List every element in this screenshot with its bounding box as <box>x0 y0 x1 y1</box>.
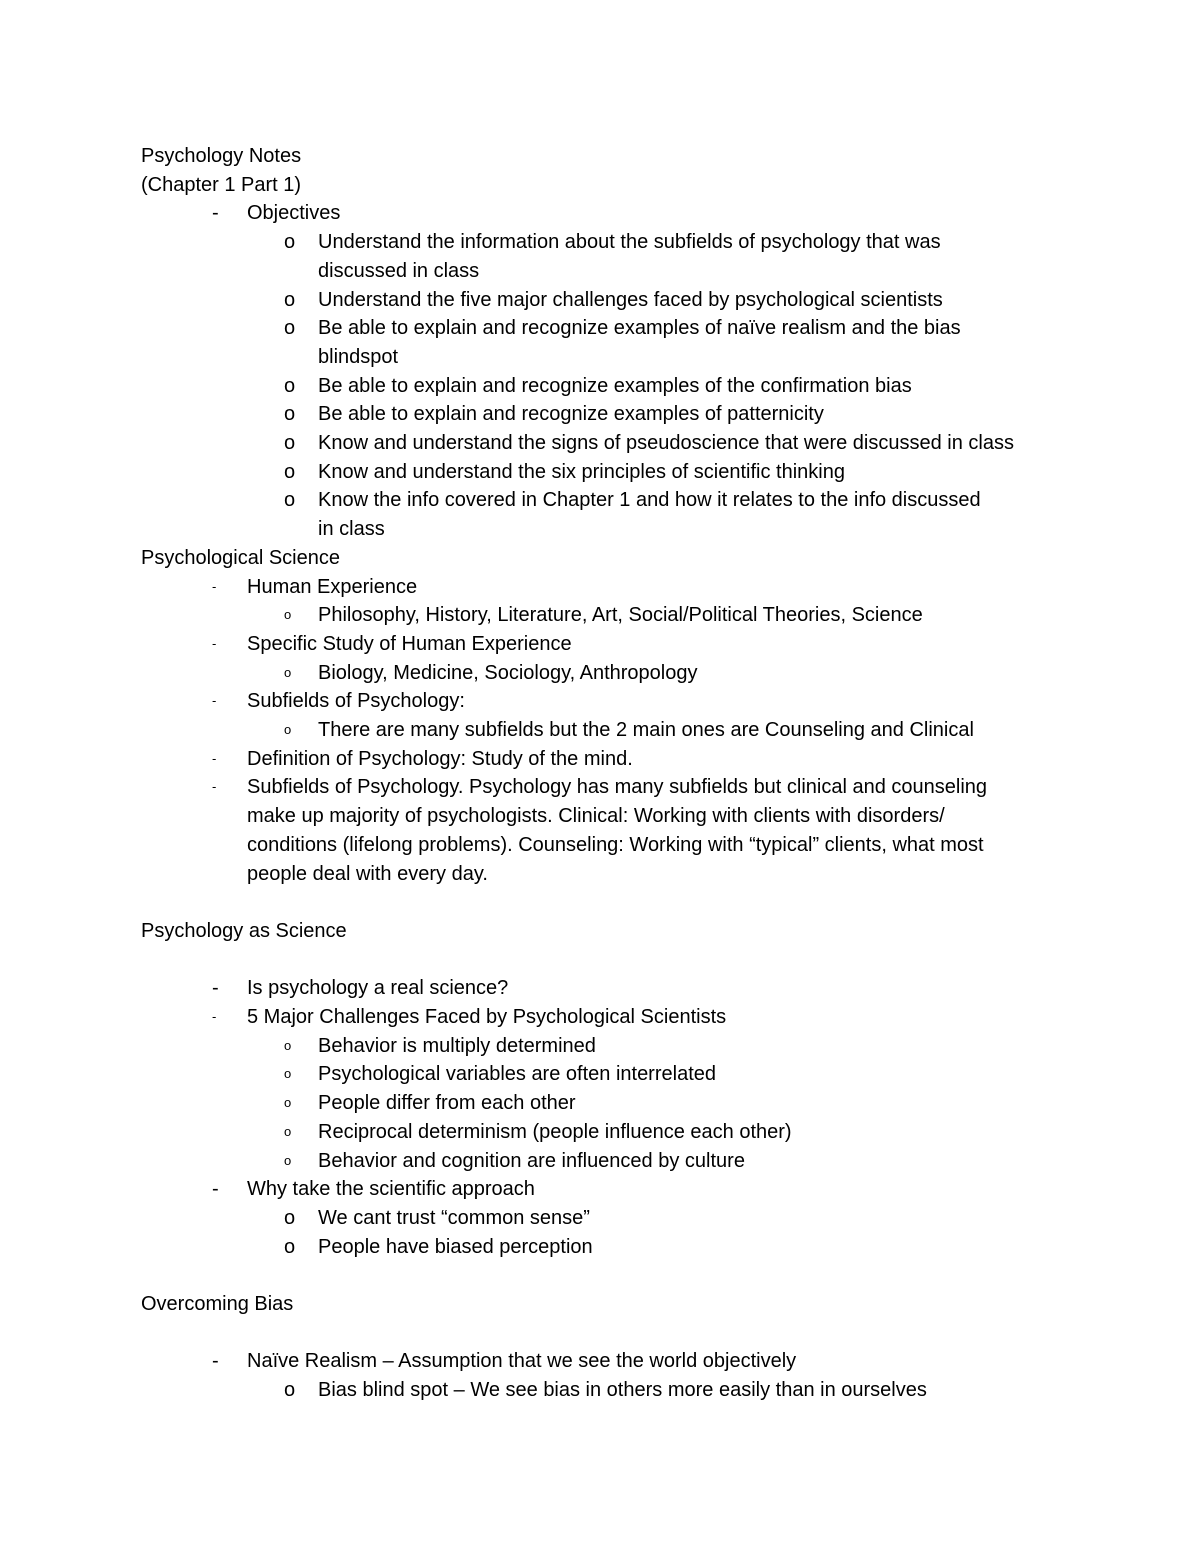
circle-bullet: o <box>284 1206 296 1229</box>
list-item: - Is psychology a real science? <box>141 974 1071 1003</box>
circle-bullet: o <box>284 1037 292 1053</box>
circle-bullet: o <box>284 1379 296 1402</box>
section-heading: Overcoming Bias <box>141 1293 294 1316</box>
section-heading: Psychological Science <box>141 546 340 569</box>
list-item: o People have biased perception <box>141 1233 1071 1262</box>
dash-bullet: - <box>212 693 217 709</box>
list-item: - Subfields of Psychology. Psychology has many subfields but clinical and counseling make up majority of psychologists. Clinical: Working with clients with disorders/ conditions (lifelong problems). Counseling: Working with “typical” clients, what most people deal with every day. <box>141 773 1071 888</box>
dash-bullet: - <box>212 750 217 766</box>
list-item: o Philosophy, History, Literature, Art, Social/Political Theories, Science <box>141 601 1071 630</box>
list-item: o Be able to explain and recognize examples of the confirmation bias <box>141 372 1071 401</box>
dash-bullet: - <box>212 1350 219 1373</box>
circle-bullet: o <box>284 1095 292 1111</box>
circle-bullet: o <box>284 722 292 738</box>
circle-bullet: o <box>284 231 296 254</box>
circle-bullet: o <box>284 664 292 680</box>
list-item: - Human Experience <box>141 573 1071 602</box>
list-item: - Why take the scientific approach <box>141 1175 1071 1204</box>
circle-bullet: o <box>284 317 296 340</box>
list-item: o Behavior is multiply determined <box>141 1032 1071 1061</box>
list-item: - 5 Major Challenges Faced by Psychological Scientists <box>141 1003 1071 1032</box>
section-heading: Psychology as Science <box>141 919 347 942</box>
dash-bullet: - <box>212 635 217 651</box>
doc-title: Psychology Notes <box>141 145 302 167</box>
circle-bullet: o <box>284 288 296 311</box>
list-item: o Reciprocal determinism (people influence each other) <box>141 1118 1071 1147</box>
list-item: o Understand the five major challenges faced by psychological scientists <box>141 286 1071 315</box>
list-item: - Subfields of Psychology: <box>141 687 1071 716</box>
list-item: o Behavior and cognition are influenced by culture <box>141 1147 1071 1176</box>
list-item: o Know the info covered in Chapter 1 and how it relates to the info discussed in class <box>141 486 1071 543</box>
dash-bullet: - <box>212 202 219 225</box>
dash-bullet: - <box>212 977 219 1000</box>
circle-bullet: o <box>284 1152 292 1168</box>
dash-bullet: - <box>212 578 217 594</box>
dash-bullet: - <box>212 1178 219 1201</box>
blank-line <box>141 946 1071 975</box>
circle-bullet: o <box>284 374 296 397</box>
circle-bullet: o <box>284 460 296 483</box>
circle-bullet: o <box>284 489 296 512</box>
dash-bullet: - <box>212 1009 217 1025</box>
blank-line <box>141 888 1071 917</box>
list-item: o Biology, Medicine, Sociology, Anthropology <box>141 659 1071 688</box>
list-item: - Specific Study of Human Experience <box>141 630 1071 659</box>
list-item: o We cant trust “common sense” <box>141 1204 1071 1233</box>
circle-bullet: o <box>284 403 296 426</box>
list-item: o Know and understand the six principles of scientific thinking <box>141 458 1071 487</box>
list-item: o Be able to explain and recognize examples of patternicity <box>141 400 1071 429</box>
dash-bullet: - <box>212 779 217 795</box>
circle-bullet: o <box>284 1235 296 1258</box>
circle-bullet: o <box>284 1123 292 1139</box>
list-item: o Know and understand the signs of pseudoscience that were discussed in class <box>141 429 1071 458</box>
list-item: o Bias blind spot – We see bias in others more easily than in ourselves <box>141 1376 1071 1405</box>
doc-subtitle: (Chapter 1 Part 1) <box>141 173 302 196</box>
circle-bullet: o <box>284 607 292 623</box>
list-item: o Psychological variables are often interrelated <box>141 1060 1071 1089</box>
blank-line <box>141 1261 1071 1290</box>
circle-bullet: o <box>284 1066 292 1082</box>
list-item: o People differ from each other <box>141 1089 1071 1118</box>
list-item: o Understand the information about the subfields of psychology that was discussed in class <box>141 228 1071 285</box>
circle-bullet: o <box>284 432 296 455</box>
list-item: - Definition of Psychology: Study of the mind. <box>141 745 1071 774</box>
document-body <box>141 142 1071 1405</box>
list-item: o There are many subfields but the 2 main ones are Counseling and Clinical <box>141 716 1071 745</box>
list-item: o Be able to explain and recognize examples of naïve realism and the bias blindspot <box>141 314 1071 371</box>
blank-line <box>141 1319 1071 1348</box>
objectives-heading: - Objectives <box>141 199 1071 228</box>
list-item: - Naïve Realism – Assumption that we see the world objectively <box>141 1347 1071 1376</box>
